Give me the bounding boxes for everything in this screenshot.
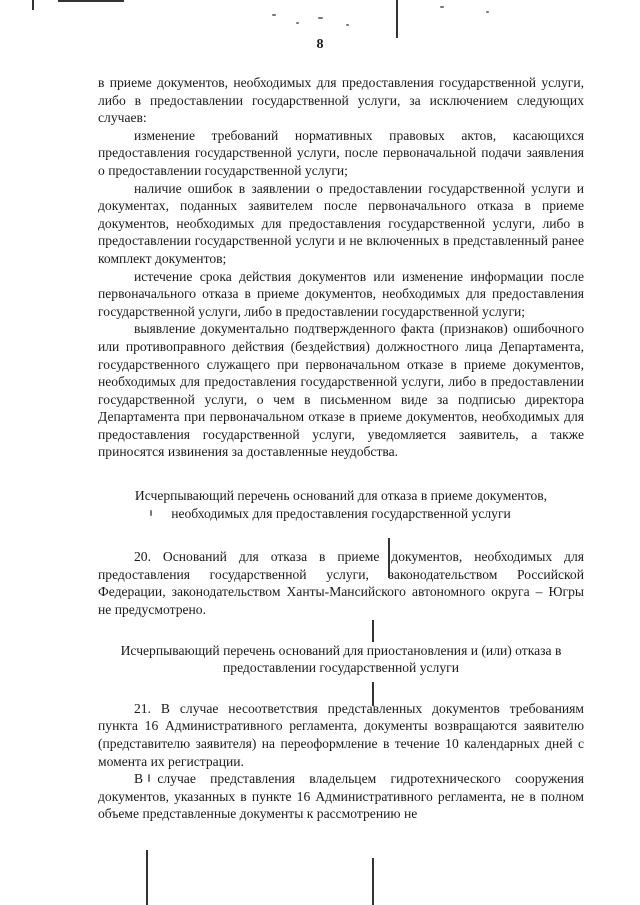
paragraph: 20. Оснований для отказа в приеме документов, необходимых для предоставления государственной услуги, законодательством Российской Федерации, законодательством Ханты-Мансийского автономного округа – Югры не предусмотрено.: [98, 549, 584, 618]
paragraph: 21. В случае несоответствия представленных документов требованиям пункта 16 Административного регламента, документы возвращаются заявителю (представителю заявителя) на переоформление в течение 10 календарных дней с момента их регистрации.: [98, 700, 584, 769]
spacer: [98, 677, 584, 700]
paragraph: наличие ошибок в заявлении о предоставлении государственной услуги и документах, поданных заявителем после первоначального отказа в приеме документов, необходимых для предоставления государственной услуги, либо в предоставлении государственной услуги и не включенных в представленный ранее комплект документов;: [98, 180, 584, 266]
document-body: [98, 74, 584, 823]
scan-mark-top-left: [32, 0, 34, 10]
scan-line-top-left: [58, 0, 124, 2]
scan-speck: [346, 24, 349, 26]
paragraph: изменение требований нормативных правовых актов, касающихся предоставления государственной услуги, после первоначальной подачи заявления о предоставлении государственной услуги;: [98, 127, 584, 178]
scan-speck: [272, 14, 276, 16]
scan-speck: [318, 17, 323, 19]
scan-mark-top-center: [396, 0, 398, 38]
paragraph: истечение срока действия документов или изменение информации после первоначального отказа в приеме документов, необходимых для предоставления государственной услуги, либо в предоставлении государственной услуги;: [98, 268, 584, 319]
spacer: [98, 522, 584, 548]
page-number: 8: [316, 37, 324, 52]
scan-mark-bottom-left: [146, 850, 148, 905]
spacer: [98, 619, 584, 642]
section-heading: Исчерпывающий перечень оснований для приостановления и (или) отказа в предоставлении государственной услуги: [120, 642, 562, 676]
section-heading: Исчерпывающий перечень оснований для отказа в приеме документов, необходимых для предоставления государственной услуги: [134, 488, 548, 521]
scan-speck: [296, 22, 299, 24]
scan-speck: [440, 6, 444, 8]
scan-mark-bottom-right: [372, 858, 374, 905]
paragraph: в приеме документов, необходимых для предоставления государственной услуги, либо в предоставлении государственной услуги, за исключением следующих случаев:: [98, 75, 584, 126]
scan-speck: [486, 11, 489, 13]
paragraph: В случае представления владельцем гидротехнического сооружения документов, указанных в пункте 16 Административного регламента, не в полном объеме представленные документы к рассмотрению не: [98, 771, 584, 822]
spacer: [98, 461, 584, 487]
paragraph: выявление документально подтвержденного факта (признаков) ошибочного или противоправного действия (бездействия) должностного лица Департамента, государственного служащего при первоначальном отказе в приеме документов, необходимых для предоставления государственной услуги, либо в предоставлении государственной услуги, о чем в письменном виде за подписью директора Департамента при первоначальном отказе в приеме документов, необходимых для предоставления государственной услуги, уведомляется заявитель, а также приносятся извинения за доставленные неудобства.: [98, 321, 584, 460]
